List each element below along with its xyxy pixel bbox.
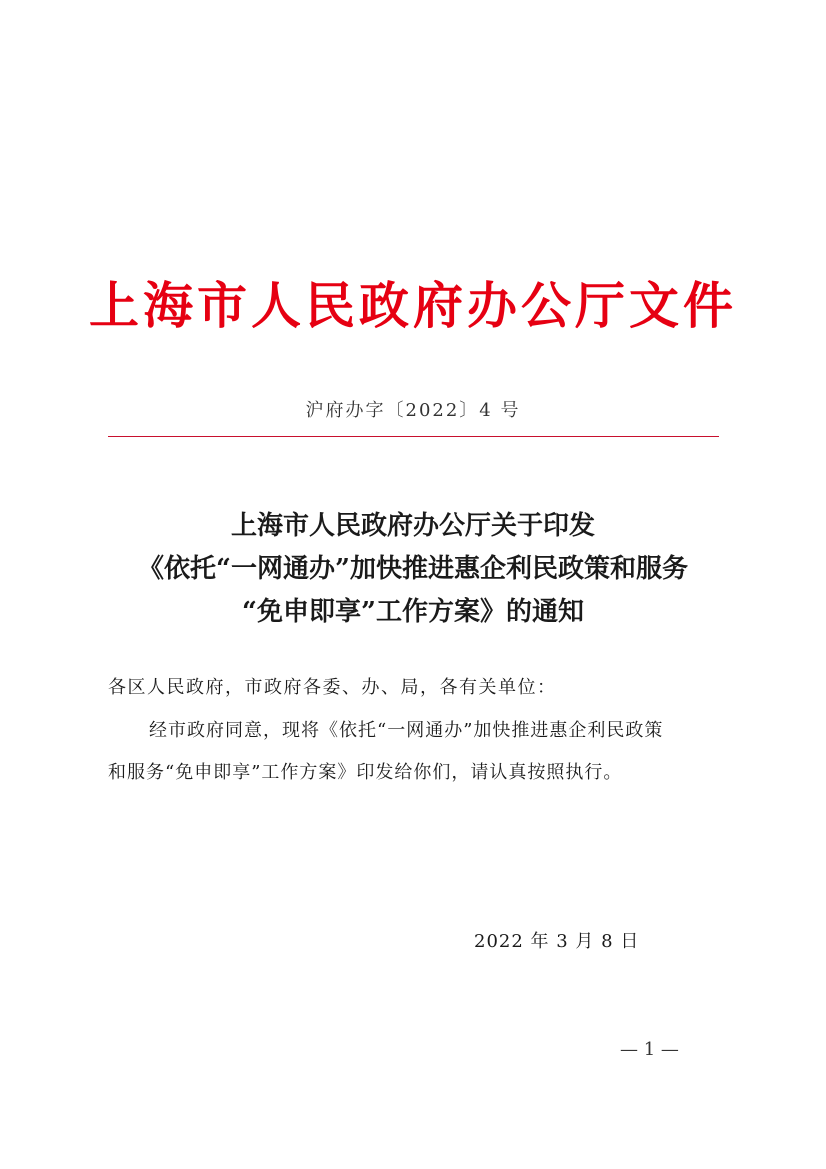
page-number: — 1 — [620,1039,679,1060]
salutation: 各区人民政府，市政府各委、办、局，各有关单位： [108,677,557,698]
body-line-2: 和服务“免申即享”工作方案》印发给你们，请认真按照执行。 [108,762,623,783]
masthead: 上海市人民政府办公厅文件 [89,277,737,335]
issue-date: 2022 年 3 月 8 日 [474,931,640,952]
body-paragraph [108,710,723,794]
title-line-1: 上海市人民政府办公厅关于印发 [230,511,595,541]
title-line-3: “免申即享”工作方案》的通知 [242,597,584,627]
document-number: 沪府办字〔2022〕4 号 [305,400,521,421]
red-divider [108,436,719,437]
body-line-1: 经市政府同意，现将《依托“一网通办”加快推进惠企利民政策 [149,720,664,741]
title-line-2: 《依托“一网通办”加快推进惠企利民政策和服务 [138,554,688,584]
document-title [60,505,766,634]
